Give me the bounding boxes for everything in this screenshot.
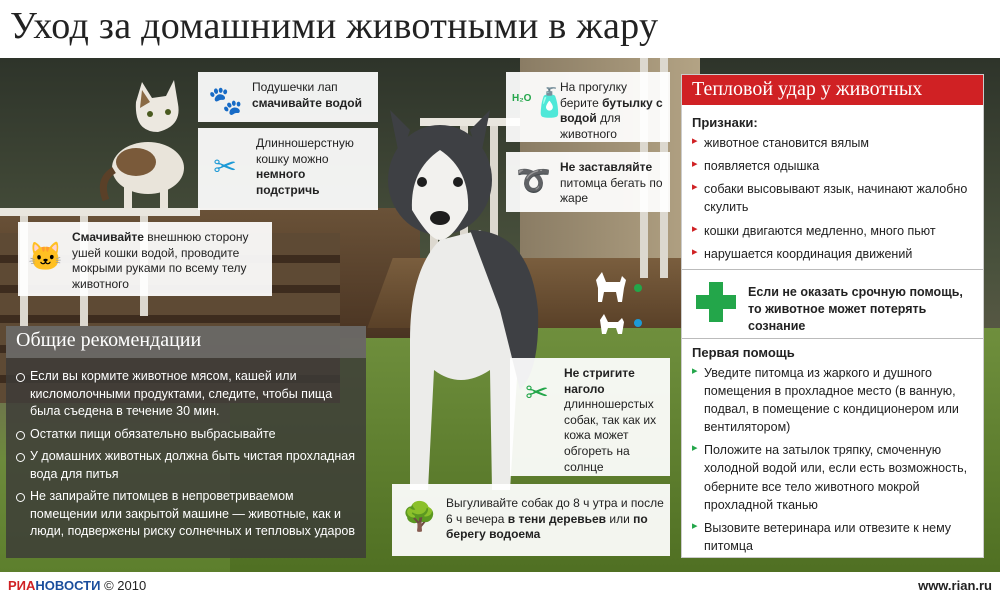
list-item: ▸ Уведите питомца из жаркого и душного помещения в прохладное место (в ванную, подвал, в помещение с кондиционером или вентилятором) (692, 364, 973, 437)
warning-text: Если не оказать срочную помощь, то животное может потерять сознание (748, 284, 963, 333)
divider (682, 269, 983, 270)
site-url: www.rian.ru (918, 578, 992, 593)
small-dog-symbol-icon (596, 312, 626, 336)
tip-trim-cat: ✂ Длинношерстную кошку можно немного подстричь (198, 128, 378, 210)
list-item: Если вы кормите животное мясом, кашей или кисломолочными продуктами, следите, чтобы пища была съедена в течение 30 мин. (16, 368, 356, 421)
recommendations-title: Общие рекомендации (6, 326, 366, 358)
signs-list (692, 134, 973, 263)
tip-bottle: H₂O 🧴 На прогулку берите бутылку с водой для животного (506, 72, 670, 142)
list-item: ▸ животное становится вялым (692, 134, 973, 152)
cat-water-icon: 🐱 (28, 241, 63, 272)
green-dot-marker (634, 284, 642, 292)
heatstroke-title: Тепловой удар у животных (682, 75, 983, 105)
list-item: У домашних животных должна быть чистая прохладная вода для питья (16, 448, 356, 483)
warning-block (682, 276, 983, 332)
signs-title: Признаки: (692, 115, 758, 130)
list-item: Остатки пищи обязательно выбрасывайте (16, 426, 356, 444)
list-item: ▸ кошки двигаются медленно, много пьют (692, 222, 973, 240)
list-item: ▸ Вызовите ветеринара или отвезите к нему питомца (692, 519, 973, 555)
tip-no-trim-dog: ✂ Не стригите наголо длинношерстых собак, так как их кожа может обгореть на солнце (510, 358, 670, 476)
list-item: ▸ собаки высовывают язык, начинают жалобно скулить (692, 180, 973, 216)
cat-illustration (96, 80, 206, 210)
list-item: Не запирайте питомцев в непроветриваемом помещении или закрытой машине — животные, как и люди, подвержены риску солнечных и тепловых ударов (16, 488, 356, 541)
dog-symbol-icon (590, 268, 630, 304)
recommendations-list (6, 358, 366, 541)
list-item: ▸ нарушается координация движений (692, 245, 973, 263)
divider (682, 338, 983, 339)
medical-cross-icon (696, 282, 736, 322)
water-bottle-icon: 🧴 (532, 87, 567, 118)
tree-clock-icon: 🌳 (402, 501, 437, 532)
comb-scissors-icon: ✂ (525, 377, 549, 408)
page-title: Уход за домашними животными в жару (10, 5, 659, 47)
first-aid-list (692, 364, 973, 555)
leash-icon: ➰ (516, 165, 551, 196)
list-item: ▸ появляется одышка (692, 157, 973, 175)
first-aid-title: Первая помощь (692, 344, 795, 360)
paw-icon: 🐾 (208, 85, 243, 116)
ria-novosti-logo: РИАНОВОСТИ © 2010 (8, 578, 147, 593)
tip-ears: 🐱 Смачивайте внешнюю сторону ушей кошки водой, проводите мокрыми руками по всему телу животного (18, 222, 272, 296)
tip-paws: 🐾 Подушечки лап смачивайте водой (198, 72, 378, 122)
heatstroke-panel (681, 74, 984, 558)
comb-scissors-icon: ✂ (213, 151, 237, 182)
general-recommendations-panel (6, 326, 366, 558)
blue-dot-marker (634, 319, 642, 327)
tip-no-run: ➰ Не заставляйте питомца бегать по жаре (506, 152, 670, 212)
tip-walk: 🌳 Выгуливайте собак до 8 ч утра и после 6 ч вечера в тени деревьев или по берегу водоема (392, 484, 670, 556)
list-item: ▸ Положите на затылок тряпку, смоченную холодной водой или, если есть возможность, оберните все тело животного мокрой прохладной тканью (692, 441, 973, 514)
